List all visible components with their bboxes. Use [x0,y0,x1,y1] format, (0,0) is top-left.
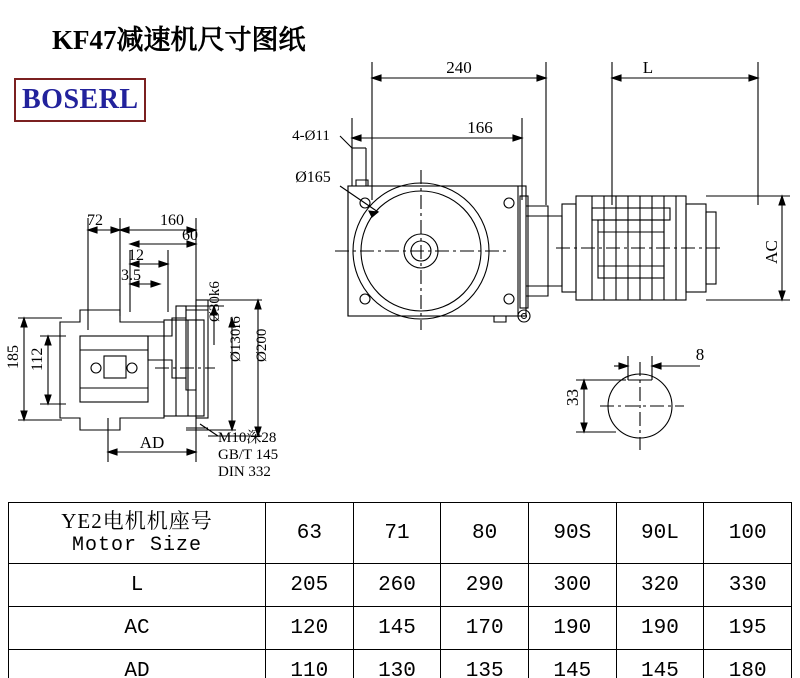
col-header-71: 71 [353,503,441,564]
svg-text:160: 160 [160,212,184,229]
dimension-table [8,502,792,678]
svg-text:AC: AC [762,240,781,264]
col-header-90l: 90L [616,503,704,564]
col-header-90s: 90S [528,503,616,564]
cell-l-63: 205 [266,564,354,607]
svg-text:Ø30k6: Ø30k6 [207,281,223,322]
svg-text:185: 185 [5,345,22,369]
cell-ad-90l: 145 [616,650,704,678]
table-row [9,607,792,650]
cell-l-80: 290 [441,564,529,607]
row-label-l: L [9,564,266,607]
row-label-ad: AD [9,650,266,678]
col-header-100: 100 [704,503,792,564]
col-header-80: 80 [441,503,529,564]
cell-ad-71: 130 [353,650,441,678]
svg-text:33: 33 [563,389,582,406]
svg-text:AD: AD [139,433,165,452]
col-header-63: 63 [266,503,354,564]
svg-text:4-Ø11: 4-Ø11 [292,128,330,144]
table-header-row [9,503,792,564]
svg-text:12: 12 [128,247,144,264]
svg-text:L: L [642,58,654,77]
cell-ad-90s: 145 [528,650,616,678]
svg-text:112: 112 [29,347,46,371]
cell-l-100: 330 [704,564,792,607]
cell-ac-80: 170 [441,607,529,650]
cell-ac-100: 195 [704,607,792,650]
page-title: KF47减速机尺寸图纸 [52,25,306,55]
svg-text:72: 72 [87,212,103,229]
svg-text:Ø130f6: Ø130f6 [228,316,244,362]
svg-text:Ø165: Ø165 [295,169,331,186]
svg-text:240: 240 [446,58,472,77]
cell-l-90l: 320 [616,564,704,607]
cell-ad-63: 110 [266,650,354,678]
header-label-en: Motor Size [71,533,203,557]
svg-text:60: 60 [182,227,198,244]
svg-text:GB/T 145: GB/T 145 [218,447,279,463]
svg-text:8: 8 [695,345,705,364]
cell-ac-71: 145 [353,607,441,650]
svg-text:M10深28: M10深28 [218,430,277,446]
header-label-cn: YE2电机机座号 [61,508,213,533]
cell-ac-63: 120 [266,607,354,650]
table-header-label [9,503,266,564]
cell-ad-80: 135 [441,650,529,678]
svg-text:3.5: 3.5 [121,267,141,284]
table-row [9,650,792,678]
svg-text:Ø200: Ø200 [254,328,270,362]
svg-text:DIN 332: DIN 332 [218,464,271,480]
svg-text:166: 166 [467,118,493,137]
row-label-ac: AC [9,607,266,650]
cell-ac-90l: 190 [616,607,704,650]
table-row [9,564,792,607]
cell-ad-100: 180 [704,650,792,678]
cell-l-71: 260 [353,564,441,607]
brand-logo: BOSERL [22,84,139,115]
cell-l-90s: 300 [528,564,616,607]
cell-ac-90s: 190 [528,607,616,650]
